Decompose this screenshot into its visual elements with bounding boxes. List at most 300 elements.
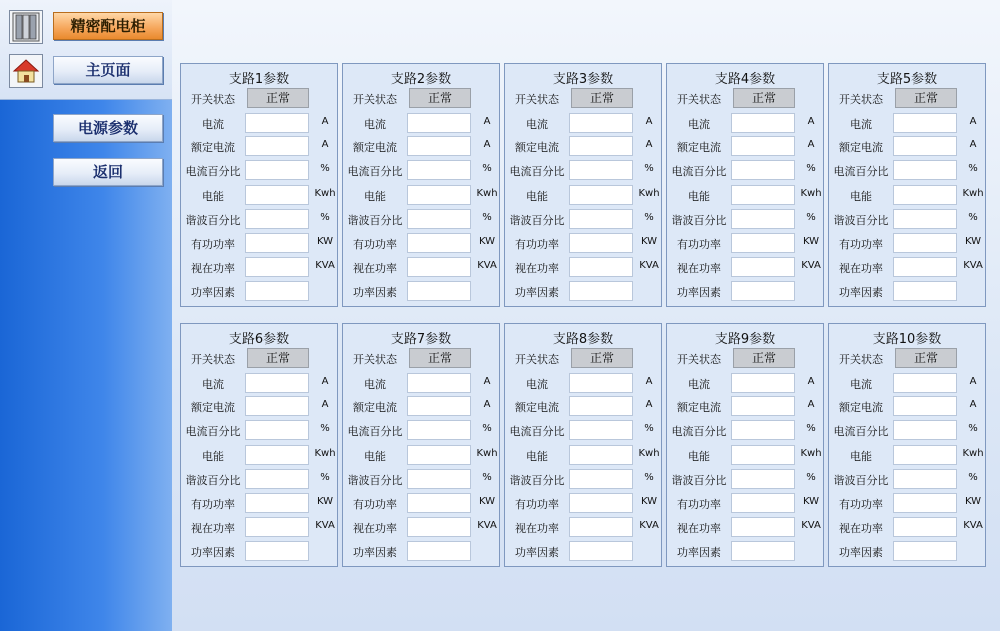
param-value-field[interactable] <box>731 209 795 229</box>
param-row <box>667 113 823 135</box>
param-value-field[interactable] <box>569 420 633 440</box>
param-label: 谐波百分比 <box>671 214 727 227</box>
param-value-field[interactable] <box>245 493 309 513</box>
param-value-field[interactable] <box>731 233 795 253</box>
param-unit: Kwh <box>476 188 498 199</box>
switch-status-row <box>667 88 823 110</box>
param-unit: % <box>968 212 978 223</box>
param-value-field[interactable] <box>569 541 633 561</box>
param-label: 有功功率 <box>839 498 883 511</box>
param-value-field[interactable] <box>893 420 957 440</box>
param-unit: Kwh <box>962 448 984 459</box>
param-unit: A <box>807 376 815 387</box>
param-unit: A <box>969 139 977 150</box>
param-label: 功率因素 <box>515 286 559 299</box>
param-value-field[interactable] <box>245 209 309 229</box>
switch-status-row <box>505 88 661 110</box>
param-value-field[interactable] <box>731 185 795 205</box>
param-unit: KVA <box>639 260 659 271</box>
panel-title: 支路8参数 <box>552 332 614 347</box>
param-row <box>181 396 337 418</box>
param-row <box>343 445 499 467</box>
param-label: 电能 <box>202 190 224 203</box>
param-label: 电流百分比 <box>671 165 727 178</box>
param-value-field[interactable] <box>407 517 471 537</box>
param-unit: KW <box>640 496 658 507</box>
sidebar <box>0 0 172 631</box>
param-unit: % <box>806 212 816 223</box>
param-value-field[interactable] <box>893 281 957 301</box>
param-value-field[interactable] <box>731 373 795 393</box>
param-value-field[interactable] <box>893 373 957 393</box>
param-row <box>667 493 823 515</box>
param-label: 有功功率 <box>677 498 721 511</box>
panel-title: 支路6参数 <box>228 332 290 347</box>
param-value-field[interactable] <box>569 233 633 253</box>
param-value-field[interactable] <box>245 233 309 253</box>
title-button[interactable]: 精密配电柜 <box>53 12 163 40</box>
param-value-field[interactable] <box>731 396 795 416</box>
param-label: 功率因素 <box>839 546 883 559</box>
param-label: 谐波百分比 <box>833 474 889 487</box>
switch-status-value: 正常 <box>247 348 309 368</box>
param-value-field[interactable] <box>245 541 309 561</box>
switch-status-value: 正常 <box>733 88 795 108</box>
param-value-field[interactable] <box>407 541 471 561</box>
param-value-field[interactable] <box>731 517 795 537</box>
param-row <box>343 113 499 135</box>
param-value-field[interactable] <box>407 373 471 393</box>
param-value-field[interactable] <box>245 373 309 393</box>
param-label: 谐波百分比 <box>833 214 889 227</box>
param-row <box>829 281 985 303</box>
panel-title: 支路1参数 <box>228 72 290 87</box>
param-value-field[interactable] <box>407 136 471 156</box>
param-value-field[interactable] <box>893 160 957 180</box>
param-value-field[interactable] <box>407 281 471 301</box>
param-value-field[interactable] <box>731 420 795 440</box>
param-value-field[interactable] <box>569 185 633 205</box>
param-unit: A <box>645 139 653 150</box>
param-value-field[interactable] <box>569 517 633 537</box>
param-value-field[interactable] <box>731 257 795 277</box>
param-value-field[interactable] <box>893 396 957 416</box>
param-unit: A <box>807 116 815 127</box>
param-row <box>181 281 337 303</box>
param-row <box>181 209 337 231</box>
param-row <box>343 233 499 255</box>
param-value-field[interactable] <box>569 373 633 393</box>
param-unit: KVA <box>315 520 335 531</box>
switch-status-value: 正常 <box>409 348 471 368</box>
param-unit: KVA <box>315 260 335 271</box>
param-row <box>829 420 985 442</box>
switch-status-row <box>829 88 985 110</box>
param-row <box>667 517 823 539</box>
param-row <box>505 517 661 539</box>
param-unit: KW <box>640 236 658 247</box>
param-label: 视在功率 <box>353 262 397 275</box>
param-label: 电能 <box>364 450 386 463</box>
param-value-field[interactable] <box>731 469 795 489</box>
switch-status-label: 开关状态 <box>515 353 559 366</box>
switch-status-value: 正常 <box>571 348 633 368</box>
param-label: 额定电流 <box>515 401 559 414</box>
param-unit: KVA <box>639 520 659 531</box>
switch-status-value: 正常 <box>733 348 795 368</box>
main-area <box>172 0 1000 631</box>
param-row <box>667 136 823 158</box>
switch-status-row <box>829 348 985 370</box>
param-label: 电流百分比 <box>509 165 565 178</box>
param-unit: % <box>482 163 492 174</box>
cabinet-icon[interactable] <box>9 10 43 44</box>
panel-title: 支路3参数 <box>552 72 614 87</box>
param-row <box>181 541 337 563</box>
param-label: 视在功率 <box>191 522 235 535</box>
param-row <box>343 373 499 395</box>
switch-status-value: 正常 <box>247 88 309 108</box>
param-unit: % <box>320 212 330 223</box>
param-value-field[interactable] <box>569 113 633 133</box>
param-row <box>181 113 337 135</box>
param-label: 额定电流 <box>677 141 721 154</box>
param-value-field[interactable] <box>407 396 471 416</box>
power-params-button[interactable]: 电源参数 <box>53 114 163 142</box>
param-unit: % <box>968 163 978 174</box>
param-value-field[interactable] <box>893 493 957 513</box>
param-label: 视在功率 <box>839 262 883 275</box>
param-unit: A <box>483 139 491 150</box>
param-label: 电流百分比 <box>347 425 403 438</box>
home-icon[interactable] <box>9 54 43 88</box>
param-value-field[interactable] <box>731 160 795 180</box>
param-label: 电能 <box>526 190 548 203</box>
param-label: 功率因素 <box>515 546 559 559</box>
param-row <box>829 257 985 279</box>
param-value-field[interactable] <box>407 445 471 465</box>
param-value-field[interactable] <box>893 209 957 229</box>
param-label: 电流 <box>364 378 386 391</box>
switch-status-row <box>181 348 337 370</box>
param-unit: A <box>321 139 329 150</box>
param-value-field[interactable] <box>569 257 633 277</box>
param-value-field[interactable] <box>893 185 957 205</box>
param-value-field[interactable] <box>407 420 471 440</box>
param-value-field[interactable] <box>407 257 471 277</box>
param-label: 谐波百分比 <box>509 474 565 487</box>
param-row <box>343 257 499 279</box>
param-unit: % <box>482 472 492 483</box>
param-label: 功率因素 <box>677 286 721 299</box>
param-value-field[interactable] <box>245 396 309 416</box>
param-label: 额定电流 <box>191 141 235 154</box>
param-unit: KW <box>802 236 820 247</box>
param-row <box>667 209 823 231</box>
param-row <box>343 209 499 231</box>
param-value-field[interactable] <box>731 136 795 156</box>
param-label: 额定电流 <box>353 141 397 154</box>
param-value-field[interactable] <box>407 233 471 253</box>
param-value-field[interactable] <box>245 113 309 133</box>
param-label: 电流百分比 <box>185 425 241 438</box>
branch-panel <box>180 63 338 307</box>
panel-title: 支路5参数 <box>876 72 938 87</box>
switch-status-value: 正常 <box>409 88 471 108</box>
param-value-field[interactable] <box>245 160 309 180</box>
param-value-field[interactable] <box>569 160 633 180</box>
param-value-field[interactable] <box>893 233 957 253</box>
param-value-field[interactable] <box>893 541 957 561</box>
param-row <box>829 445 985 467</box>
param-unit: Kwh <box>638 188 660 199</box>
param-label: 功率因素 <box>191 286 235 299</box>
param-unit: A <box>969 116 977 127</box>
param-value-field[interactable] <box>569 493 633 513</box>
param-row <box>505 469 661 491</box>
param-label: 视在功率 <box>677 262 721 275</box>
param-unit: % <box>968 423 978 434</box>
param-label: 有功功率 <box>353 498 397 511</box>
param-row <box>181 257 337 279</box>
param-value-field[interactable] <box>893 445 957 465</box>
switch-status-row <box>181 88 337 110</box>
param-value-field[interactable] <box>407 493 471 513</box>
param-value-field[interactable] <box>245 136 309 156</box>
switch-status-label: 开关状态 <box>839 93 883 106</box>
param-label: 谐波百分比 <box>671 474 727 487</box>
param-unit: % <box>644 472 654 483</box>
switch-status-value: 正常 <box>571 88 633 108</box>
param-row <box>829 396 985 418</box>
param-value-field[interactable] <box>245 420 309 440</box>
param-unit: Kwh <box>800 448 822 459</box>
param-label: 电流 <box>364 118 386 131</box>
param-row <box>343 469 499 491</box>
param-value-field[interactable] <box>893 517 957 537</box>
param-value-field[interactable] <box>731 281 795 301</box>
param-value-field[interactable] <box>569 469 633 489</box>
param-value-field[interactable] <box>245 257 309 277</box>
param-unit: A <box>645 116 653 127</box>
param-row <box>667 233 823 255</box>
param-row <box>343 281 499 303</box>
switch-status-value: 正常 <box>895 348 957 368</box>
panel-title: 支路2参数 <box>390 72 452 87</box>
param-row <box>829 185 985 207</box>
param-row <box>829 136 985 158</box>
param-value-field[interactable] <box>893 136 957 156</box>
param-unit: A <box>645 399 653 410</box>
param-label: 电能 <box>688 190 710 203</box>
param-row <box>667 160 823 182</box>
param-value-field[interactable] <box>407 469 471 489</box>
param-unit: KW <box>964 236 982 247</box>
param-unit: % <box>644 163 654 174</box>
param-row <box>505 185 661 207</box>
param-value-field[interactable] <box>407 209 471 229</box>
switch-status-label: 开关状态 <box>191 93 235 106</box>
param-unit: Kwh <box>476 448 498 459</box>
panel-title: 支路4参数 <box>714 72 776 87</box>
param-label: 电能 <box>202 450 224 463</box>
branch-panel <box>342 323 500 567</box>
param-unit: % <box>482 212 492 223</box>
param-value-field[interactable] <box>731 493 795 513</box>
param-value-field[interactable] <box>569 209 633 229</box>
switch-status-label: 开关状态 <box>191 353 235 366</box>
param-unit: A <box>807 139 815 150</box>
param-row <box>667 541 823 563</box>
param-unit: KW <box>802 496 820 507</box>
param-label: 谐波百分比 <box>347 214 403 227</box>
param-row <box>181 373 337 395</box>
param-unit: KVA <box>801 260 821 271</box>
param-row <box>343 136 499 158</box>
param-unit: A <box>969 376 977 387</box>
param-unit: % <box>968 472 978 483</box>
param-label: 电流 <box>202 118 224 131</box>
param-label: 有功功率 <box>353 238 397 251</box>
param-unit: A <box>321 376 329 387</box>
switch-status-label: 开关状态 <box>677 353 721 366</box>
param-unit: Kwh <box>314 448 336 459</box>
param-value-field[interactable] <box>893 469 957 489</box>
param-row <box>829 469 985 491</box>
param-label: 电流百分比 <box>833 165 889 178</box>
param-row <box>343 420 499 442</box>
param-label: 电能 <box>850 450 872 463</box>
param-label: 视在功率 <box>191 262 235 275</box>
param-label: 电能 <box>850 190 872 203</box>
param-label: 功率因素 <box>191 546 235 559</box>
param-label: 电流 <box>526 118 548 131</box>
param-value-field[interactable] <box>245 185 309 205</box>
param-unit: A <box>483 376 491 387</box>
param-label: 电能 <box>688 450 710 463</box>
param-value-field[interactable] <box>731 541 795 561</box>
param-value-field[interactable] <box>245 445 309 465</box>
switch-status-row <box>667 348 823 370</box>
param-label: 额定电流 <box>839 401 883 414</box>
param-unit: KVA <box>801 520 821 531</box>
param-unit: A <box>321 399 329 410</box>
param-value-field[interactable] <box>569 136 633 156</box>
param-label: 电流百分比 <box>185 165 241 178</box>
param-unit: % <box>806 472 816 483</box>
param-value-field[interactable] <box>407 113 471 133</box>
param-unit: A <box>321 116 329 127</box>
param-row <box>343 396 499 418</box>
param-row <box>181 493 337 515</box>
param-unit: KW <box>478 496 496 507</box>
param-unit: KW <box>964 496 982 507</box>
switch-status-row <box>505 348 661 370</box>
param-value-field[interactable] <box>245 469 309 489</box>
param-row <box>505 541 661 563</box>
param-row <box>505 373 661 395</box>
param-row <box>667 396 823 418</box>
param-row <box>181 420 337 442</box>
param-unit: % <box>320 423 330 434</box>
param-label: 额定电流 <box>839 141 883 154</box>
param-unit: Kwh <box>962 188 984 199</box>
param-unit: KW <box>316 496 334 507</box>
param-row <box>181 469 337 491</box>
param-row <box>505 281 661 303</box>
param-label: 谐波百分比 <box>509 214 565 227</box>
param-unit: KVA <box>477 260 497 271</box>
param-value-field[interactable] <box>731 445 795 465</box>
param-row <box>829 113 985 135</box>
param-row <box>505 209 661 231</box>
branch-panel <box>828 323 986 567</box>
param-row <box>505 396 661 418</box>
param-row <box>181 160 337 182</box>
param-label: 电流 <box>688 378 710 391</box>
param-unit: KW <box>316 236 334 247</box>
switch-status-label: 开关状态 <box>515 93 559 106</box>
param-label: 电流百分比 <box>833 425 889 438</box>
param-row <box>829 209 985 231</box>
param-row <box>505 113 661 135</box>
branch-panel <box>342 63 500 307</box>
branch-panel <box>504 63 662 307</box>
param-label: 视在功率 <box>515 262 559 275</box>
param-value-field[interactable] <box>731 113 795 133</box>
param-row <box>667 420 823 442</box>
param-label: 电流百分比 <box>671 425 727 438</box>
param-row <box>829 233 985 255</box>
param-label: 谐波百分比 <box>185 474 241 487</box>
panel-title: 支路9参数 <box>714 332 776 347</box>
param-label: 有功功率 <box>677 238 721 251</box>
param-value-field[interactable] <box>893 113 957 133</box>
param-value-field[interactable] <box>569 445 633 465</box>
param-unit: % <box>644 212 654 223</box>
home-button[interactable]: 主页面 <box>53 56 163 84</box>
param-row <box>343 185 499 207</box>
switch-status-row <box>343 348 499 370</box>
param-label: 功率因素 <box>353 546 397 559</box>
param-value-field[interactable] <box>407 185 471 205</box>
param-label: 电流 <box>202 378 224 391</box>
switch-status-label: 开关状态 <box>839 353 883 366</box>
param-value-field[interactable] <box>569 396 633 416</box>
param-label: 有功功率 <box>515 238 559 251</box>
param-unit: % <box>320 163 330 174</box>
param-label: 视在功率 <box>677 522 721 535</box>
panel-title: 支路10参数 <box>872 332 942 347</box>
param-row <box>181 185 337 207</box>
param-row <box>667 445 823 467</box>
param-value-field[interactable] <box>569 281 633 301</box>
param-row <box>829 541 985 563</box>
param-unit: A <box>483 399 491 410</box>
param-value-field[interactable] <box>407 160 471 180</box>
param-label: 电能 <box>364 190 386 203</box>
param-value-field[interactable] <box>245 517 309 537</box>
back-button[interactable]: 返回 <box>53 158 163 186</box>
param-value-field[interactable] <box>245 281 309 301</box>
param-value-field[interactable] <box>893 257 957 277</box>
param-row <box>343 160 499 182</box>
branch-panel <box>666 63 824 307</box>
switch-status-row <box>343 88 499 110</box>
param-unit: KVA <box>963 260 983 271</box>
param-unit: Kwh <box>800 188 822 199</box>
param-unit: A <box>807 399 815 410</box>
